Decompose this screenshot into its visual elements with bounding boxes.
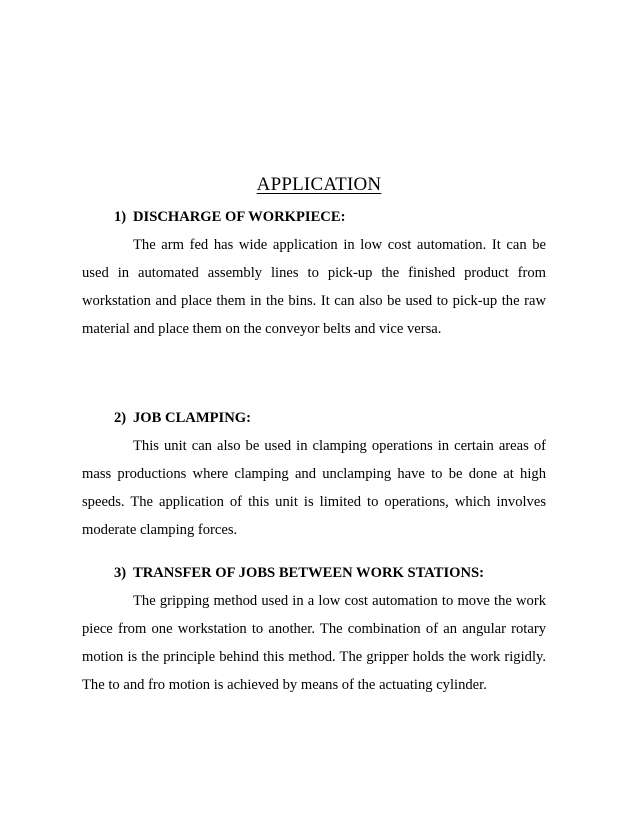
section-paragraph: The gripping method used in a low cost automation to move the work piece from one workstation to another. The combination of an angular rotary motion is the principle behind this method. The gripper holds the work rigidly. The to and fro motion is achieved by means of the actuating cylinder. (82, 593, 546, 693)
section-transfer-of-jobs (82, 564, 546, 699)
section-heading-text: TRANSFER OF JOBS BETWEEN WORK STATIONS: (133, 565, 484, 581)
section-paragraph: This unit can also be used in clamping operations in certain areas of mass productions where clamping and unclamping have to be done at high speeds. The application of this unit is limited to operations, which involves moderate clamping forces. (82, 438, 546, 538)
section-number: 3) (114, 565, 127, 581)
section-number: 1) (114, 209, 127, 225)
section-job-clamping (82, 409, 546, 544)
section-heading (82, 564, 546, 582)
section-heading (82, 208, 546, 226)
section-heading (82, 409, 546, 427)
section-heading-text: DISCHARGE OF WORKPIECE: (133, 209, 346, 225)
section-number: 2) (114, 410, 127, 426)
page-title: APPLICATION (256, 174, 382, 195)
section-heading-text: JOB CLAMPING: (133, 410, 251, 426)
section-paragraph: The arm fed has wide application in low cost automation. It can be used in automated assembly lines to pick-up the finished product from workstation and place them in the bins. It can also be used to pick-up the raw material and place them on the conveyor belts and vice versa. (82, 237, 546, 337)
section-discharge-of-workpiece (82, 208, 546, 343)
